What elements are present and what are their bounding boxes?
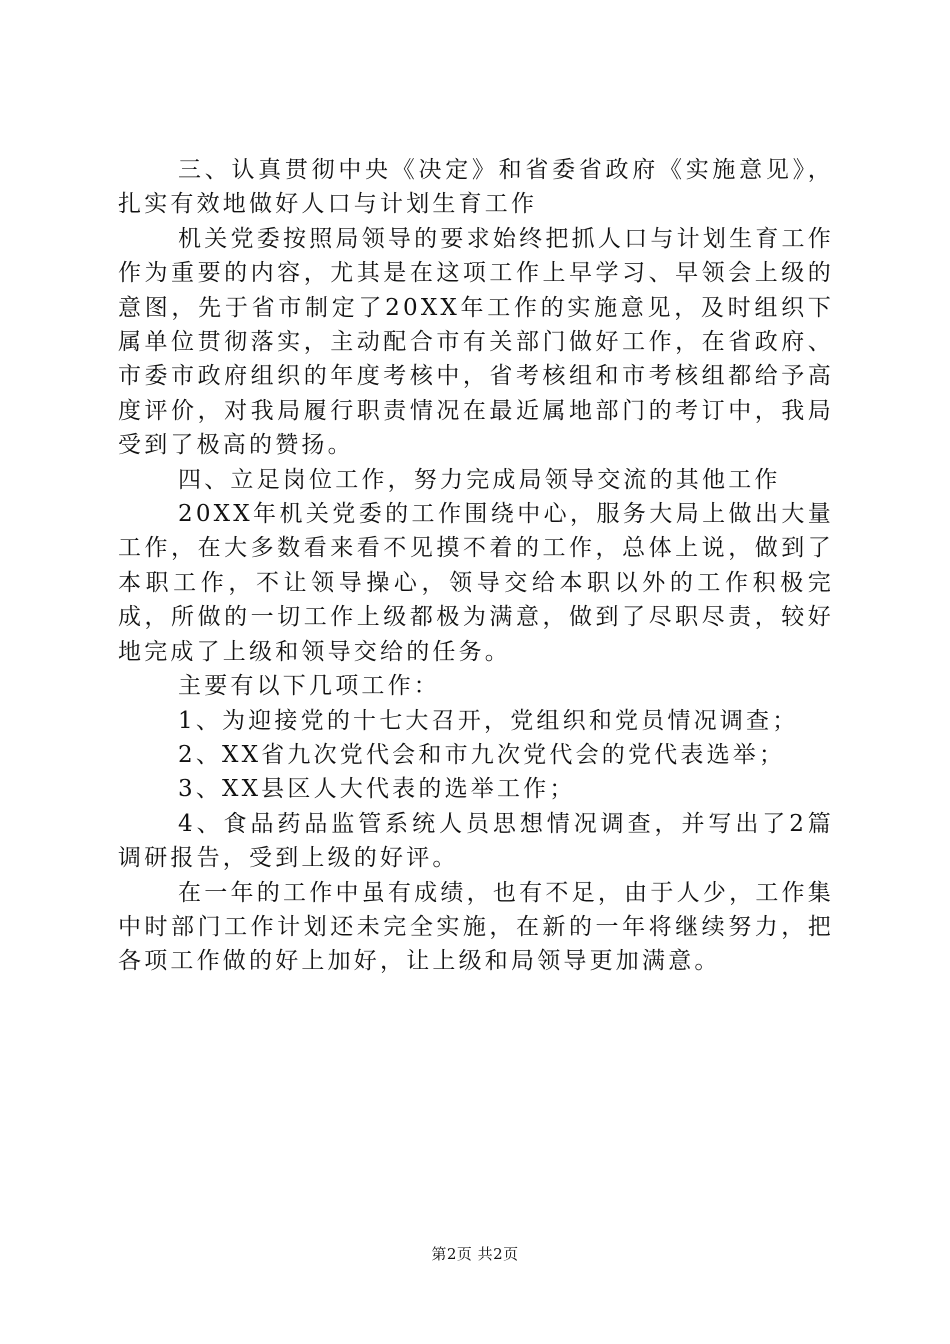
list-intro: 主要有以下几项工作： xyxy=(178,673,440,700)
section-heading-3: 三、认真贯彻中央《决定》和省委省政府《实施意见》，扎实有效地做好人口与计划生育工作 xyxy=(118,157,834,218)
document-body xyxy=(118,153,834,979)
section-heading-4: 四、立足岗位工作，努力完成局领导交流的其他工作 xyxy=(178,466,781,493)
list-item: 1、为迎接党的十七大召开，党组织和党员情况调查； xyxy=(178,707,799,734)
closing-paragraph: 在一年的工作中虽有成绩，也有不足，由于人少，工作集中时部门工作计划还未完全实施，在新的一年将继续努力，把各项工作做的好上加好，让上级和局领导更加满意。 xyxy=(118,879,834,975)
body-paragraph: 机关党委按照局领导的要求始终把抓人口与计划生育工作作为重要的内容，尤其是在这项工作上早学习、早领会上级的意图，先于省市制定了20XX年工作的实施意见，及时组织下属单位贯彻落实，主动配合市有关部门做好工作，在省政府、市委市政府组织的年度考核中，省考核组和市考核组都给予高度评价，对我局履行职责情况在最近属地部门的考订中，我局受到了极高的赞扬。 xyxy=(118,225,834,459)
list-item: 2、XX省九次党代会和市九次党代会的党代表选举； xyxy=(178,741,786,768)
page-number-footer: 第2页 共2页 xyxy=(431,1245,519,1263)
list-item: 3、XX县区人大代表的选举工作； xyxy=(178,776,576,803)
list-item: 4、食品药品监管系统人员思想情况调查，并写出了2篇调研报告，受到上级的好评。 xyxy=(118,810,834,872)
body-paragraph: 20XX年机关党委的工作围绕中心，服务大局上做出大量工作，在大多数看来看不见摸不着的工作，总体上说，做到了本职工作，不让领导操心，领导交给本职以外的工作积极完成，所做的一切工作上级都极为满意，做到了尽职尽责，较好地完成了上级和领导交给的任务。 xyxy=(118,501,834,665)
